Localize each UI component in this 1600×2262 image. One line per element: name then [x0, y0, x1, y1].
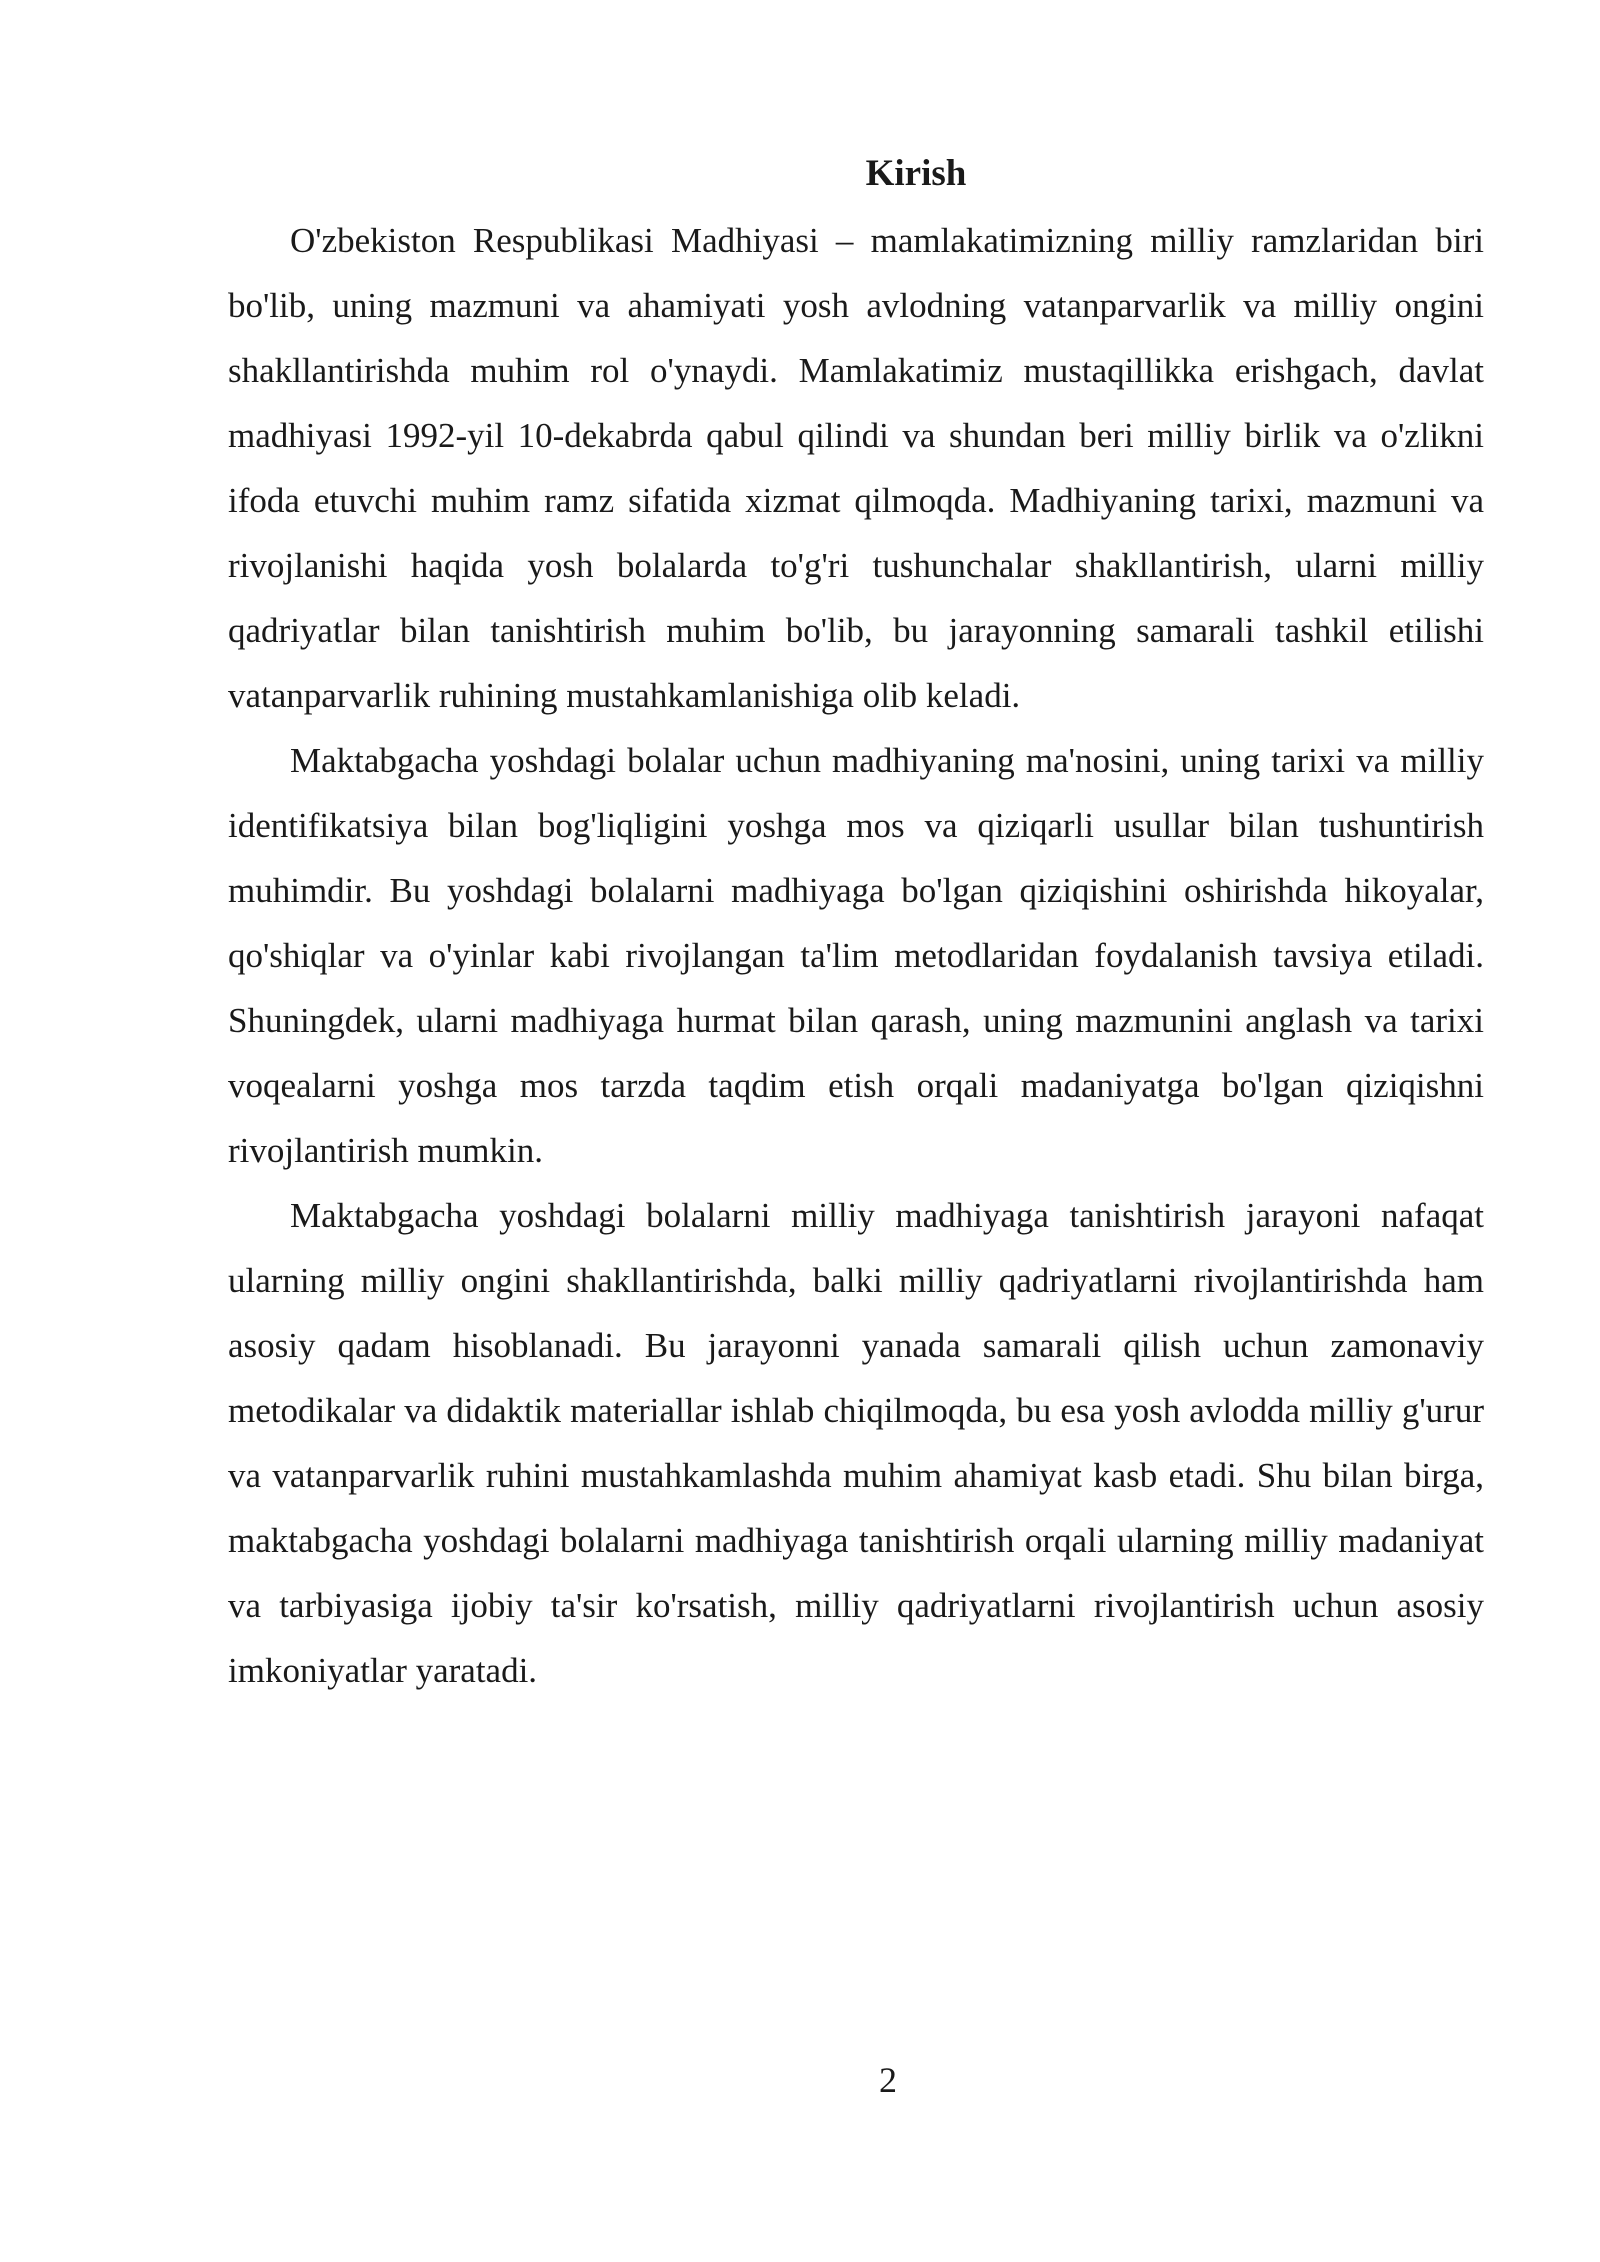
paragraph-2: Maktabgacha yoshdagi bolalar uchun madhiyaning ma'nosini, uning tarixi va milliy identifikatsiya bilan bog'liqligini yoshga mos va qiziqarli usullar bilan tushuntirish muhimdir. Bu yoshdagi bolalarni madhiyaga bo'lgan qiziqishini oshirishda hikoyalar, qo'shiqlar va o'yinlar kabi rivojlangan ta'lim metodlaridan foydalanish tavsiya etiladi. Shuningdek, ularni madhiyaga hurmat bilan qarash, uning mazmunini anglash va tarixi voqealarni yoshga mos tarzda taqdim etish orqali madaniyatga bo'lgan qiziqishni rivojlantirish mumkin. — [228, 741, 1484, 1170]
paragraph-1: O'zbekiston Respublikasi Madhiyasi – mamlakatimizning milliy ramzlaridan biri bo'lib, uning mazmuni va ahamiyati yosh avlodning vatanparvarlik va milliy ongini shakllantirishda muhim rol o'ynaydi. Mamlakatimiz mustaqillikka erishgach, davlat madhiyasi 1992-yil 10-dekabrda qabul qilindi va shundan beri milliy birlik va o'zlikni ifoda etuvchi muhim ramz sifatida xizmat qilmoqda. Madhiyaning tarixi, mazmuni va rivojlanishi haqida yosh bolalarda to'g'ri tushunchalar shakllantirish, ularni milliy qadriyatlar bilan tanishtirish muhim bo'lib, bu jarayonning samarali tashkil etilishi vatanparvarlik ruhining mustahkamlanishiga olib keladi. — [228, 221, 1484, 715]
paragraph-3: Maktabgacha yoshdagi bolalarni milliy madhiyaga tanishtirish jarayoni nafaqat ularning milliy ongini shakllantirishda, balki milliy qadriyatlarni rivojlantirishda ham asosiy qadam hisoblanadi. Bu jarayonni yanada samarali qilish uchun zamonaviy metodikalar va didaktik materiallar ishlab chiqilmoqda, bu esa yosh avlodda milliy g'urur va vatanparvarlik ruhini mustahkamlashda muhim ahamiyat kasb etadi. Shu bilan birga, maktabgacha yoshdagi bolalarni madhiyaga tanishtirish orqali ularning milliy madaniyat va tarbiyasiga ijobiy ta'sir ko'rsatish, milliy qadriyatlarni rivojlantirish uchun asosiy imkoniyatlar yaratadi. — [228, 1196, 1484, 1690]
page-number: 2 — [879, 2060, 897, 2100]
page-content — [228, 148, 1484, 1703]
section-heading: Kirish — [865, 153, 967, 194]
